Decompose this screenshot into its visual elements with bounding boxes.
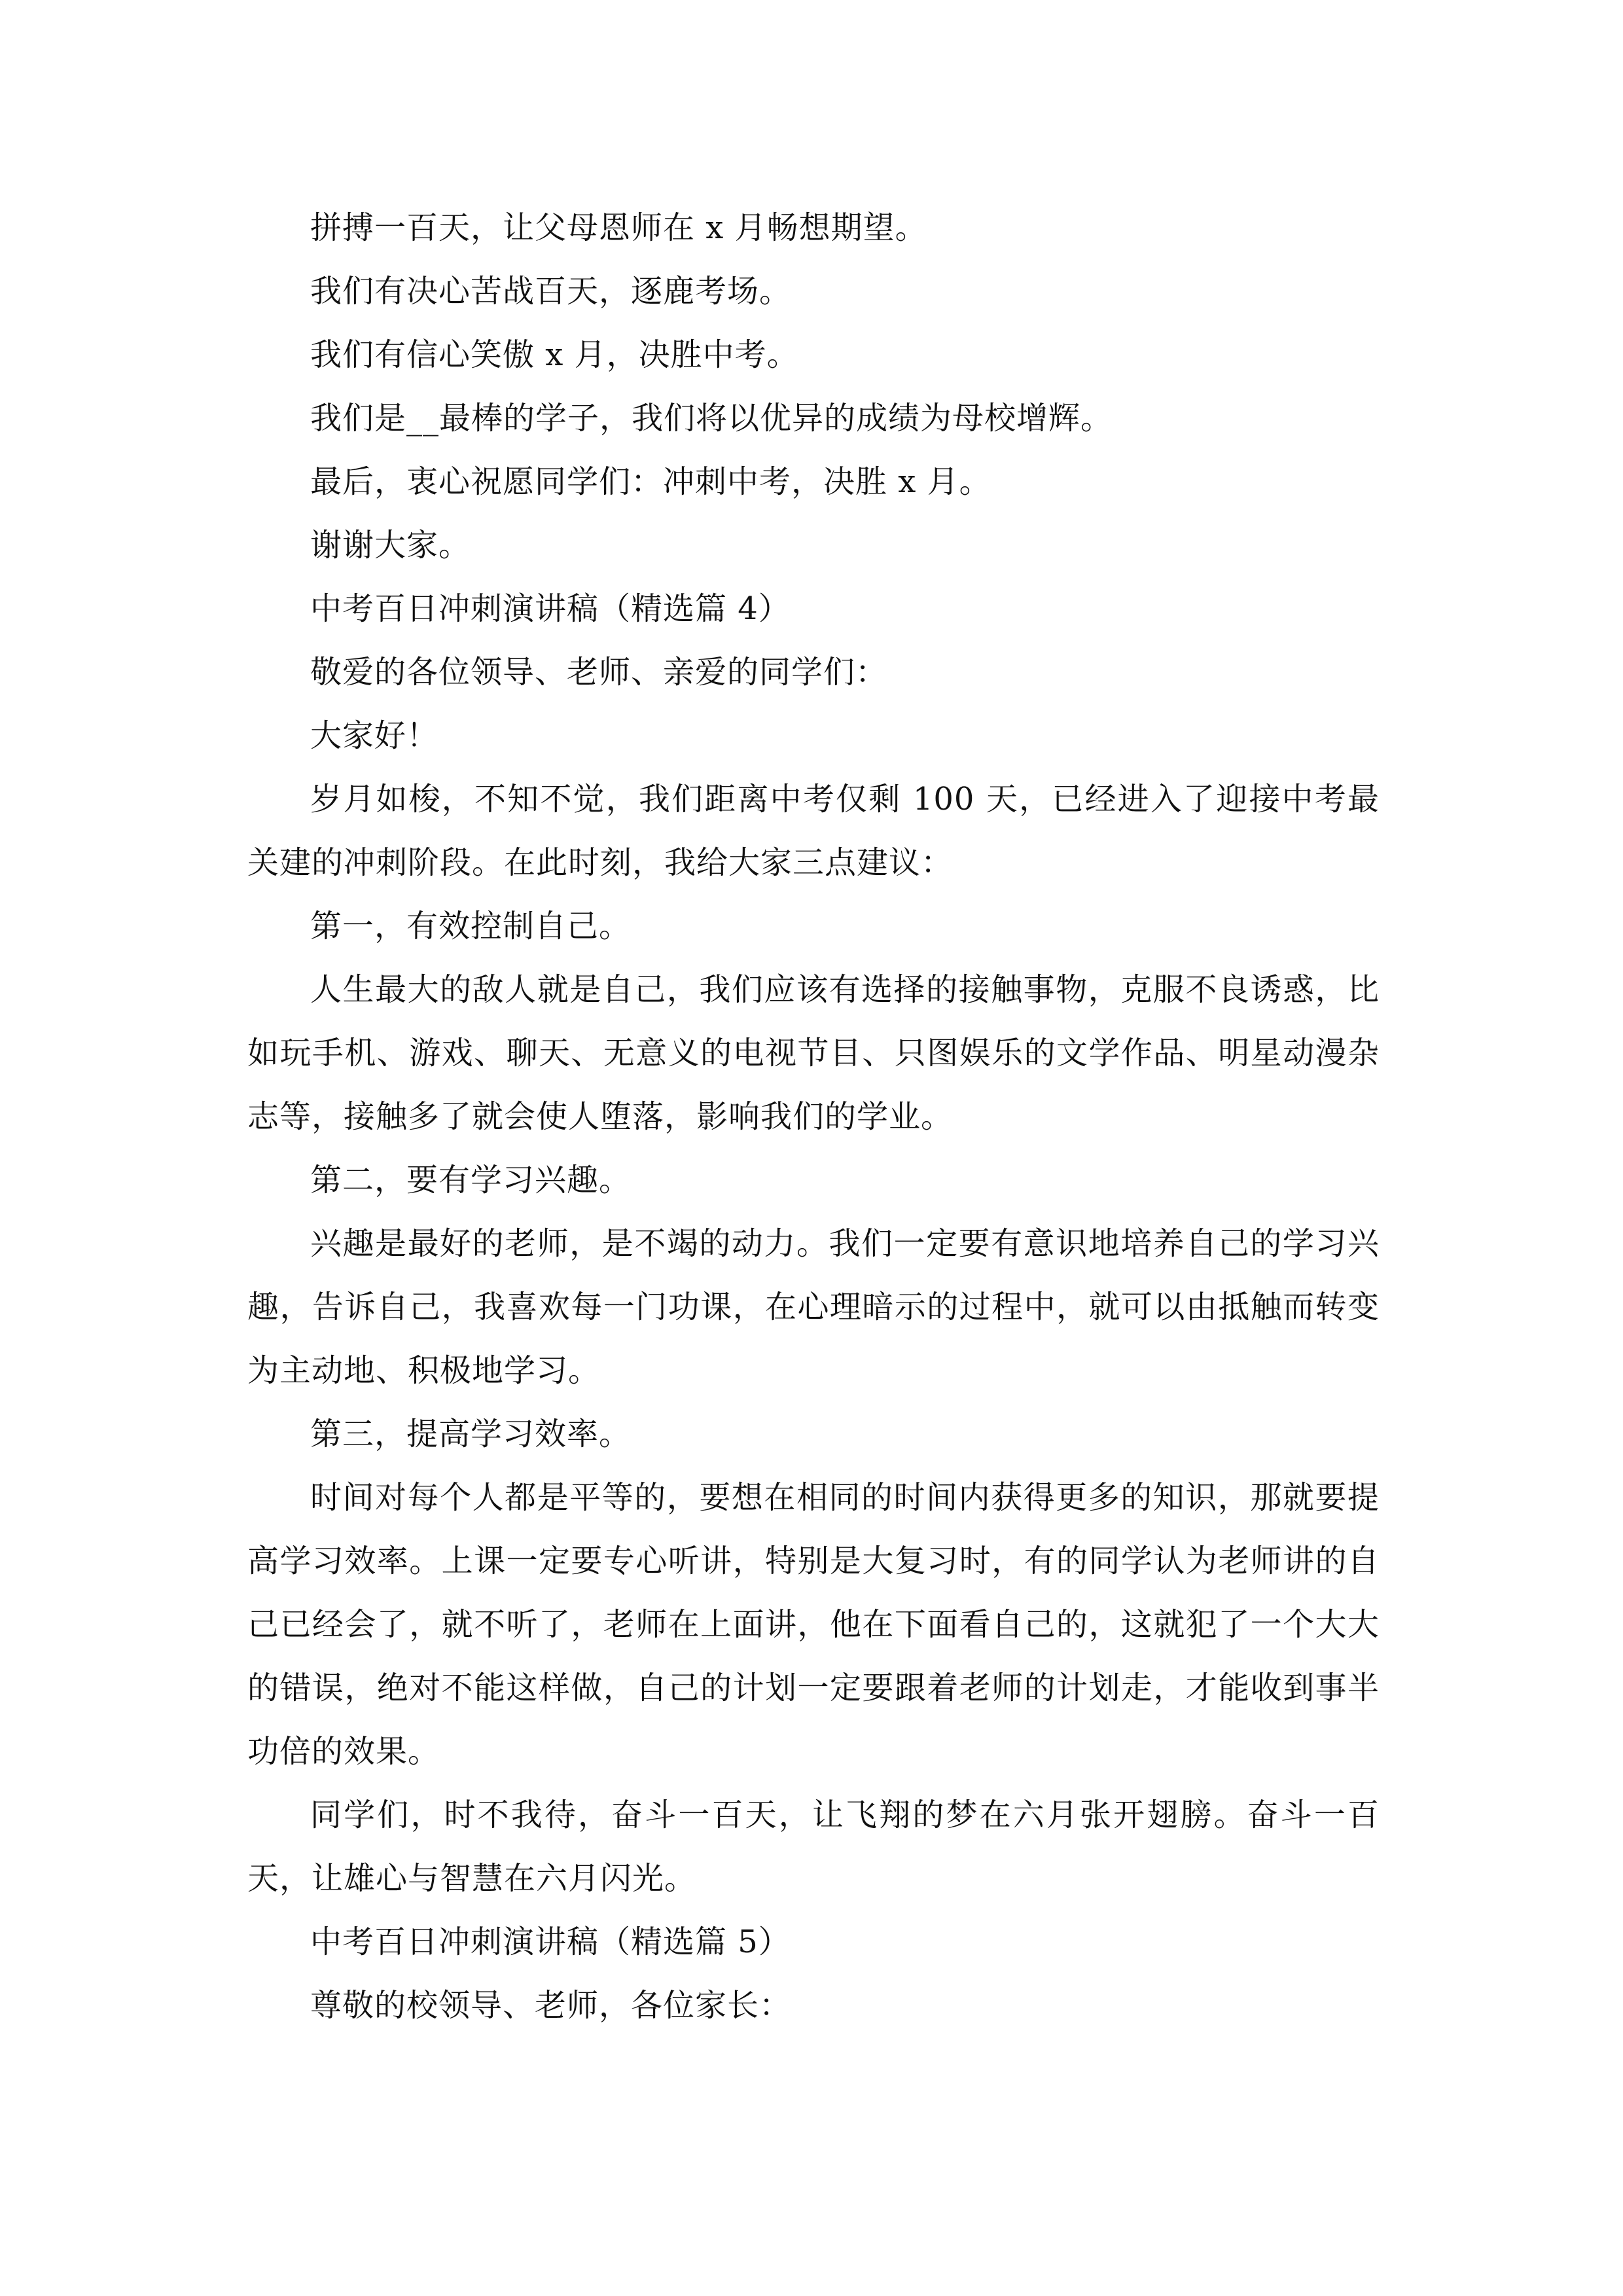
section-heading: 中考百日冲刺演讲稿（精选篇 5） (310, 1924, 791, 1960)
paragraph: 人生最大的敌人就是自己，我们应该有选择的接触事物，克服不良诱惑，比如玩手机、游戏、聊天、无意义的电视节目、只图娱乐的文学作品、明星动漫杂志等，接触多了就会使人堕落，影响我们的学业。 (247, 971, 1380, 1135)
section-heading: 中考百日冲刺演讲稿（精选篇 4） (310, 590, 791, 627)
paragraph: 兴趣是最好的老师，是不竭的动力。我们一定要有意识地培养自己的学习兴趣，告诉自己，我喜欢每一门功课，在心理暗示的过程中，就可以由抵触而转变为主动地、积极地学习。 (247, 1225, 1380, 1389)
document-body (247, 196, 1380, 2037)
paragraph: 我们有决心苦战百天，逐鹿考场。 (310, 273, 792, 310)
salutation: 敬爱的各位领导、老师、亲爱的同学们： (310, 654, 888, 691)
paragraph: 同学们，时不我待，奋斗一百天，让飞翔的梦在六月张开翅膀。奋斗一百天，让雄心与智慧在六月闪光。 (247, 1797, 1380, 1897)
greeting: 大家好！ (310, 717, 439, 754)
salutation: 尊敬的校领导、老师，各位家长： (310, 1987, 792, 2024)
point-heading: 第二，要有学习兴趣。 (310, 1162, 632, 1198)
paragraph: 岁月如梭，不知不觉，我们距离中考仅剩 100 天，已经进入了迎接中考最关建的冲刺阶段。在此时刻，我给大家三点建议： (247, 781, 1380, 881)
point-heading: 第一，有效控制自己。 (310, 908, 632, 944)
paragraph: 最后，衷心祝愿同学们：冲刺中考，决胜 x 月。 (310, 463, 991, 500)
paragraph: 时间对每个人都是平等的，要想在相同的时间内获得更多的知识，那就要提高学习效率。上课一定要专心听讲，特别是大复习时，有的同学认为老师讲的自己已经会了，就不听了，老师在上面讲，他在下面看自己的，这就犯了一个大大的错误，绝对不能这样做，自己的计划一定要跟着老师的计划走，才能收到事半功倍的效果。 (247, 1479, 1380, 1770)
paragraph: 谢谢大家。 (310, 527, 471, 564)
paragraph: 我们是__最棒的学子，我们将以优异的成绩为母校增辉。 (310, 400, 1113, 437)
point-heading: 第三，提高学习效率。 (310, 1416, 632, 1452)
paragraph: 拼搏一百天，让父母恩师在 x 月畅想期望。 (310, 209, 927, 246)
paragraph: 我们有信心笑傲 x 月，决胜中考。 (310, 336, 799, 373)
